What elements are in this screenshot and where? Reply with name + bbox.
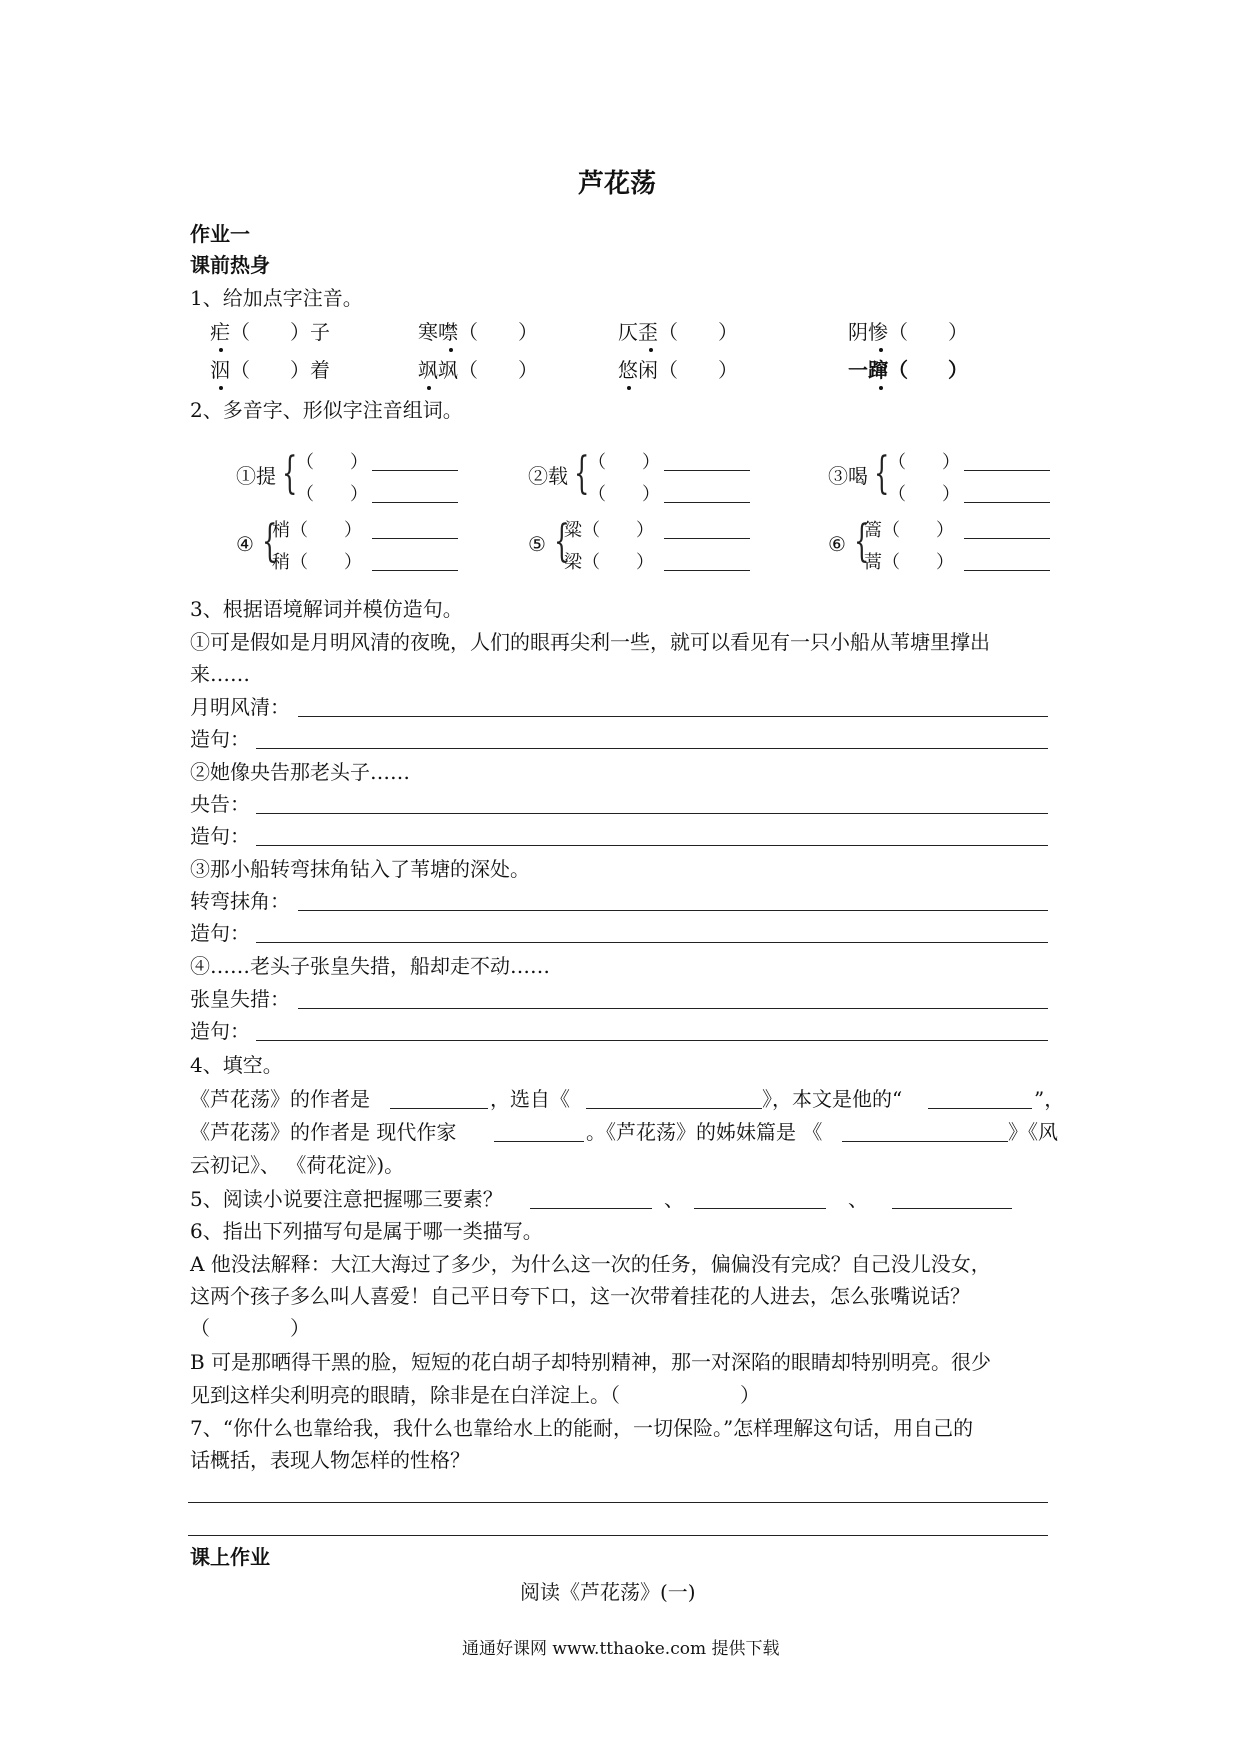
q5-prompt: 5、阅读小说要注意把握哪三要素？ (190, 1187, 503, 1211)
brace-icon: { (874, 448, 890, 499)
reading-title: 阅读《芦花荡》(一) (520, 1580, 696, 1604)
separator: 、 (848, 1187, 868, 1211)
emphasis-dot (219, 386, 223, 390)
answer-line (298, 910, 1048, 911)
brace-icon: { (282, 448, 298, 499)
answer-line (664, 470, 750, 471)
q2-group-label: ⑥ (828, 532, 846, 556)
answer-line (494, 1141, 584, 1142)
answer-line (256, 748, 1048, 749)
q4-text: 。《芦花荡》的姊妹篇是 《 (586, 1120, 823, 1144)
sentence-label: 造句： (190, 824, 250, 848)
q4-text: ”， (1034, 1087, 1065, 1111)
q2-slot: 蒿（ ） (864, 552, 954, 573)
q1-item: 泅（ ）着 (210, 358, 330, 382)
answer-line (928, 1108, 1032, 1109)
q6-text: 这两个孩子多么叫人喜爱！自己平日夸下口，这一次带着挂花的人进去，怎么张嘴说话？ (190, 1284, 970, 1308)
sentence-label: 造句： (190, 727, 250, 751)
q1-item: 飒飒（ ） (418, 358, 538, 382)
answer-line (964, 502, 1050, 503)
answer-line (964, 570, 1050, 571)
q4-text: 《芦花荡》的作者是 (190, 1087, 370, 1111)
answer-line (298, 1008, 1048, 1009)
q2-group-label: ③喝 (828, 464, 868, 488)
answer-line (256, 845, 1048, 846)
q6-text: A 他没法解释：大江大海过了多少，为什么这一次的任务，偏偏没有完成？自己没儿没女， (190, 1252, 991, 1276)
q6-text: 见到这样尖利明亮的眼睛，除非是在白洋淀上。（ ） (190, 1383, 760, 1407)
q2-group-label: ⑤ (528, 532, 546, 556)
q1-item: 寒噤（ ） (418, 320, 538, 344)
answer-line (372, 538, 458, 539)
q2-group-label: ②载 (528, 464, 568, 488)
sentence-label: 造句： (190, 921, 250, 945)
q2-slot: 稍（ ） (272, 552, 362, 573)
brace-icon: { (262, 516, 278, 567)
q7-text: 7、“你什么也靠给我，我什么也靠给水上的能耐，一切保险。”怎样理解这句话，用自己的 (190, 1416, 974, 1440)
answer-line (372, 470, 458, 471)
answer-line (964, 470, 1050, 471)
word-label: 转弯抹角： (190, 889, 290, 913)
answer-line (188, 1502, 1048, 1503)
q1-item: 疟（ ）子 (210, 320, 330, 344)
q6-prompt: 6、指出下列描写句是属于哪一类描写。 (190, 1219, 543, 1243)
emphasis-dot (219, 348, 223, 352)
emphasis-dot (449, 348, 453, 352)
q4-prompt: 4、填空。 (190, 1053, 283, 1077)
q2-slot: （ ） (888, 452, 960, 473)
separator: 、 (664, 1187, 684, 1211)
q4-text: 云初记》、 《荷花淀》)。 (190, 1153, 405, 1177)
q1-item: 悠闲（ ） (618, 358, 738, 382)
answer-line (188, 1535, 1048, 1536)
q4-text: 《芦花荡》的作者是 现代作家 (190, 1120, 457, 1144)
q4-text: ，选自《 (490, 1087, 570, 1111)
q1-item: 一蹿（ ） (848, 358, 968, 382)
brace-icon: { (554, 516, 570, 567)
answer-line (530, 1208, 652, 1209)
q1-item: 仄歪（ ） (618, 320, 738, 344)
answer-line (664, 538, 750, 539)
word-label: 张皇失措： (190, 987, 290, 1011)
q4-text: 》，本文是他的“ (762, 1087, 903, 1111)
q6-text: B 可是那晒得干黑的脸，短短的花白胡子却特别精神，那一对深陷的眼睛却特别明亮。很少 (190, 1350, 992, 1374)
section-heading: 作业一 (190, 222, 250, 246)
q2-prompt: 2、多音字、形似字注音组词。 (190, 398, 463, 422)
word-label: 央告： (190, 792, 250, 816)
q7-text: 话概括，表现人物怎样的性格？ (190, 1448, 470, 1472)
section-heading: 课上作业 (190, 1545, 270, 1569)
answer-line (256, 1040, 1048, 1041)
q3-sentence: 来…… (190, 662, 250, 686)
q2-group-label: ①提 (236, 464, 276, 488)
answer-line (694, 1208, 826, 1209)
q2-slot: （ ） (888, 484, 960, 505)
q2-slot: （ ） (296, 452, 368, 473)
q3-sentence: ②她像央告那老头子…… (190, 760, 410, 784)
q2-slot: （ ） (296, 484, 368, 505)
q2-group-label: ④ (236, 532, 254, 556)
q6-text: （ ） (190, 1316, 310, 1340)
answer-line (256, 813, 1048, 814)
q2-slot: 梁（ ） (564, 552, 654, 573)
answer-line (372, 502, 458, 503)
answer-line (892, 1208, 1012, 1209)
footer: 通通好课网 www.tthaoke.com 提供下载 (462, 1639, 780, 1659)
q2-slot: 粱（ ） (564, 520, 654, 541)
emphasis-dot (649, 348, 653, 352)
q2-slot: 篙（ ） (864, 520, 954, 541)
answer-line (298, 716, 1048, 717)
subsection-heading: 课前热身 (190, 253, 270, 277)
emphasis-dot (879, 386, 883, 390)
q1-item: 阴惨（ ） (848, 320, 968, 344)
brace-icon: { (854, 516, 870, 567)
q3-prompt: 3、根据语境解词并模仿造句。 (190, 597, 463, 621)
q4-text: 》《风 (1008, 1120, 1058, 1144)
q2-slot: （ ） (588, 452, 660, 473)
answer-line (664, 570, 750, 571)
q3-sentence: ④……老头子张皇失措，船却走不动…… (190, 954, 550, 978)
answer-line (964, 538, 1050, 539)
q2-slot: 梢（ ） (272, 520, 362, 541)
word-label: 月明风清： (190, 695, 290, 719)
answer-line (842, 1141, 1008, 1142)
page-title: 芦花荡 (578, 169, 657, 199)
q3-sentence: ①可是假如是月明风清的夜晚，人们的眼再尖利一些，就可以看见有一只小船从苇塘里撑出 (190, 630, 990, 654)
emphasis-dot (427, 386, 431, 390)
q2-slot: （ ） (588, 484, 660, 505)
q3-sentence: ③那小船转弯抹角钻入了苇塘的深处。 (190, 857, 530, 881)
brace-icon: { (574, 448, 590, 499)
emphasis-dot (627, 386, 631, 390)
answer-line (256, 942, 1048, 943)
answer-line (586, 1108, 762, 1109)
q1-prompt: 1、给加点字注音。 (190, 286, 363, 310)
answer-line (390, 1108, 488, 1109)
sentence-label: 造句： (190, 1019, 250, 1043)
emphasis-dot (879, 348, 883, 352)
answer-line (664, 502, 750, 503)
answer-line (372, 570, 458, 571)
